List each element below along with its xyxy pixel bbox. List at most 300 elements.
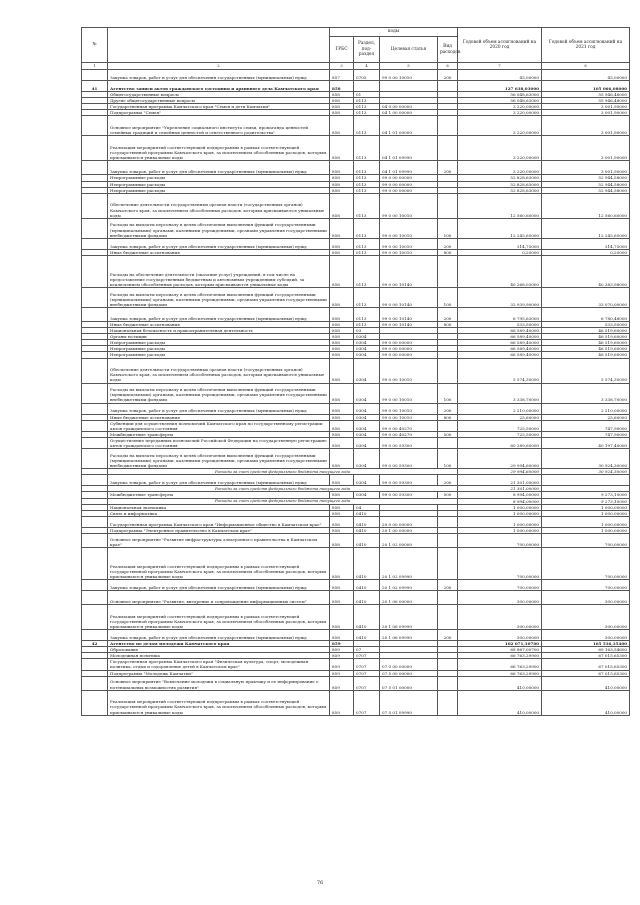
amount-2020: 3 338,70000 xyxy=(458,383,542,403)
amount-2020: 3 220,00000 xyxy=(458,104,542,110)
amount-2021: 165 536,35400 xyxy=(542,640,630,646)
expense-type-code xyxy=(438,516,458,527)
amount-2020: 127 638,03000 xyxy=(458,81,542,92)
table-row xyxy=(82,70,630,81)
grbs-code: 858 xyxy=(330,136,354,161)
header-target-article: Целевая статья xyxy=(380,37,438,63)
target-article-code: 99 0 00 10140 xyxy=(380,321,438,327)
section-code: 0113 xyxy=(354,255,380,287)
section-code: 0304 xyxy=(354,437,380,448)
budget-table-sheet xyxy=(81,27,629,716)
expense-type-code xyxy=(438,676,458,690)
expense-type-code xyxy=(438,255,458,287)
expense-name: Реализация мероприятий соответствующей подпрограммы в рамках соответствующей государственной программы Камчатского края, за исключением обособленных расходов, которым присваиваются уникальные коды xyxy=(108,690,330,715)
section-code: 0113 xyxy=(354,249,380,255)
target-article-code: 99 0 00 10010 xyxy=(380,193,438,218)
expense-type-code xyxy=(438,437,458,448)
target-article-code: 99 0 00 59300 xyxy=(380,449,438,469)
grbs-code: 859 xyxy=(330,670,354,676)
row-number xyxy=(82,437,108,448)
section-code: 0113 xyxy=(354,307,380,321)
amount-2021: 1 000,00000 xyxy=(542,510,630,516)
target-article-code: 99 0 00 10140 xyxy=(380,255,438,287)
note-amount-2021: 9 273,10000 xyxy=(542,498,630,504)
amount-2021: 1 000,00000 xyxy=(542,527,630,533)
amount-2021: 3 001,90000 xyxy=(542,136,630,161)
expense-name: Общегосударственные вопросы xyxy=(108,92,330,98)
row-number xyxy=(82,255,108,287)
table-row xyxy=(82,475,630,486)
target-article-code: 99 0 00 10010 xyxy=(380,414,438,420)
target-article-code: 99 0 00 10010 xyxy=(380,218,438,238)
grbs-code: 858 xyxy=(330,175,354,181)
expense-name: Государственная программа Камчатского края "Семья и дети Камчатки" xyxy=(108,104,330,110)
row-number xyxy=(82,136,108,161)
target-article-code: 20 1 06 00000 xyxy=(380,590,438,604)
expense-name: Связь и информатика xyxy=(108,510,330,516)
section-code: 0707 xyxy=(354,659,380,670)
amount-2020: 700,00000 xyxy=(458,533,542,547)
note-text: Расходы за счет средств федерального бюджета текущего года xyxy=(108,498,458,504)
amount-2020: 12 560,60000 xyxy=(458,193,542,218)
target-article-code: 99 0 00 59300 xyxy=(380,492,438,498)
target-article-code: 99 0 00 00000 xyxy=(380,346,438,352)
expense-type-code: 800 xyxy=(438,249,458,255)
section-code: 0304 xyxy=(354,352,380,358)
amount-2020: 66 589,40000 xyxy=(458,334,542,340)
expense-type-code xyxy=(438,193,458,218)
grbs-code: 858 xyxy=(330,187,354,193)
expense-name: Агентство записи актов гражданского состояния и архивного дела Камчатского края xyxy=(108,81,330,92)
expense-name: Государственная программа Камчатского края "Физическая культура, спорт, молодежная политика, отдых и оздоровление детей в Камчатском крае" xyxy=(108,659,330,670)
amount-2021: 55 946,48000 xyxy=(542,92,630,98)
grbs-code: 858 xyxy=(330,249,354,255)
expense-name: Органы юстиции xyxy=(108,334,330,340)
table-row xyxy=(82,136,630,161)
section-code: 0304 xyxy=(354,383,380,403)
amount-2021: 69 163,54600 xyxy=(542,647,630,653)
column-index: 8 xyxy=(542,63,630,70)
grbs-code: 858 xyxy=(330,181,354,187)
section-code: 0410 xyxy=(354,590,380,604)
section-code: 0304 xyxy=(354,420,380,431)
amount-2020: 52 828,63000 xyxy=(458,187,542,193)
target-article-code: 20 1 06 09990 xyxy=(380,629,438,640)
amount-2020: 2 210,00000 xyxy=(458,403,542,414)
section-code: 0113 xyxy=(354,193,380,218)
section-code: 0410 xyxy=(354,579,380,590)
amount-2020: 300,00000 xyxy=(458,629,542,640)
amount-2021: 410,00000 xyxy=(542,676,630,690)
target-article-code: 07 5 01 09990 xyxy=(380,690,438,715)
grbs-code: 858 xyxy=(330,92,354,98)
section-code: 0410 xyxy=(354,510,380,516)
amount-2021: 105 066,08000 xyxy=(542,81,630,92)
column-index: 7 xyxy=(458,63,542,70)
amount-2021: 52 944,58000 xyxy=(542,181,630,187)
section-code: 0410 xyxy=(354,604,380,629)
table-row xyxy=(82,81,630,92)
section-code: 0113 xyxy=(354,321,380,327)
column-index-row xyxy=(82,63,630,70)
row-number xyxy=(82,238,108,249)
table-row xyxy=(82,307,630,321)
table-row xyxy=(82,590,630,604)
grbs-code: 858 xyxy=(330,334,354,340)
expense-name: Закупка товаров, работ и услуг для обеспечения государственных (муниципальных) нужд xyxy=(108,579,330,590)
expense-name: Реализация мероприятий соответствующей подпрограммы в рамках соответствующей государственной программы Камчатского края, за исключением обособленных расходов, которым присваиваются уникальные коды xyxy=(108,547,330,579)
amount-2021: 5 574,30000 xyxy=(542,358,630,383)
expense-name: Основное мероприятие "Укрепление социального института семьи, пропаганда ценностей семейных традиций и семейных ценностей и ответственного родительства" xyxy=(108,116,330,136)
amount-2020: 25,60000 xyxy=(458,414,542,420)
amount-2021: 747,90000 xyxy=(542,420,630,431)
grbs-code: 858 xyxy=(330,527,354,533)
expense-name: Межбюджетные трансферты xyxy=(108,431,330,437)
expense-type-code: 500 xyxy=(438,431,458,437)
table-row xyxy=(82,193,630,218)
grbs-code: 858 xyxy=(330,193,354,218)
expense-name: Образование xyxy=(108,647,330,653)
amount-2021: 6 780,48000 xyxy=(542,307,630,321)
amount-2020: 52 828,63000 xyxy=(458,175,542,181)
grbs-code: 858 xyxy=(330,287,354,307)
amount-2020: 6 795,63000 xyxy=(458,307,542,321)
amount-2021: 12 560,60000 xyxy=(542,193,630,218)
amount-2020: 3 220,00000 xyxy=(458,136,542,161)
amount-2020: 32 939,90000 xyxy=(458,287,542,307)
grbs-code: 858 xyxy=(330,104,354,110)
section-code: 0707 xyxy=(354,690,380,715)
grbs-code: 858 xyxy=(330,81,354,92)
expense-name: Основное мероприятие "Развитие, внедрение и сопровождение информационных систем" xyxy=(108,590,330,604)
expense-name: Субвенции для осуществления полномочий Камчатского края по государственному регистрации актов гражданского состояния xyxy=(108,420,330,431)
column-index: 2 xyxy=(108,63,330,70)
expense-type-code: 200 xyxy=(438,161,458,175)
expense-name: Непрограммные расходы xyxy=(108,187,330,193)
section-code: 0410 xyxy=(354,629,380,640)
expense-type-code: 200 xyxy=(438,579,458,590)
row-number xyxy=(82,449,108,469)
target-article-code: 99 0 00 10140 xyxy=(380,307,438,321)
target-article-code: 07 5 01 00000 xyxy=(380,676,438,690)
expense-name: Подпрограмма "Электронное правительство в Камчатском крае" xyxy=(108,527,330,533)
expense-name: Другие общегосударственные вопросы xyxy=(108,98,330,104)
grbs-code: 858 xyxy=(330,579,354,590)
column-index: 3 xyxy=(330,63,354,70)
budget-table xyxy=(81,27,630,716)
expense-name: Подпрограмма "Семья" xyxy=(108,110,330,116)
row-number xyxy=(82,287,108,307)
target-article-code: 04 1 01 00000 xyxy=(380,116,438,136)
row-number xyxy=(82,116,108,136)
section-code: 0304 xyxy=(354,358,380,383)
amount-2021: 0,20000 xyxy=(542,249,630,255)
target-article-code: 20 0 00 00000 xyxy=(380,516,438,527)
expense-type-code: 100 xyxy=(438,383,458,403)
table-row xyxy=(82,579,630,590)
grbs-code: 858 xyxy=(330,161,354,175)
expense-type-code xyxy=(438,659,458,670)
expense-type-code xyxy=(438,533,458,547)
note-amount-2021: 30 924,30000 xyxy=(542,469,630,475)
expense-name: Подпрограмма "Молодежь Камчатки" xyxy=(108,670,330,676)
amount-2021: 46 519,60000 xyxy=(542,352,630,358)
row-number xyxy=(82,604,108,629)
expense-name: Непрограммные расходы xyxy=(108,352,330,358)
section-code: 0304 xyxy=(354,475,380,486)
amount-2021: 300,00000 xyxy=(542,629,630,640)
section-code: 0304 xyxy=(354,449,380,469)
amount-2021: 67 015,65300 xyxy=(542,659,630,670)
section-code: 0304 xyxy=(354,346,380,352)
section-code: 0707 xyxy=(354,670,380,676)
amount-2021: 55 946,48000 xyxy=(542,98,630,104)
amount-2020: 66 589,40000 xyxy=(458,327,542,333)
grbs-code: 858 xyxy=(330,116,354,136)
table-row xyxy=(82,629,630,640)
section-code: 0707 xyxy=(354,676,380,690)
expense-name: Непрограммные расходы xyxy=(108,175,330,181)
row-number xyxy=(82,475,108,486)
amount-2020: 0,20000 xyxy=(458,249,542,255)
table-row xyxy=(82,420,630,431)
target-article-code: 99 0 00 59300 xyxy=(380,437,438,448)
target-article-code: 99 0 00 10010 xyxy=(380,383,438,403)
section-code: 0707 xyxy=(354,653,380,659)
expense-type-code xyxy=(438,547,458,579)
section-code: 0410 xyxy=(354,547,380,579)
expense-name: Закупка товаров, работ и услуг для обеспечения государственных (муниципальных) нужд xyxy=(108,629,330,640)
note-text: Расходы за счет средств федерального бюджета текущего года xyxy=(108,486,458,492)
table-row xyxy=(82,238,630,249)
amount-2020: 66 763,29900 xyxy=(458,670,542,676)
row-number xyxy=(82,161,108,175)
grbs-code: 859 xyxy=(330,653,354,659)
target-article-code: 04 1 00 00000 xyxy=(380,110,438,116)
amount-2021 xyxy=(542,475,630,486)
grbs-code: 859 xyxy=(330,690,354,715)
table-row xyxy=(82,449,630,469)
amount-2021: 2 210,00000 xyxy=(542,403,630,414)
header-grbs: ГРБС xyxy=(330,37,354,63)
section-code: 0410 xyxy=(354,516,380,527)
header-expense-type: Вид расходов xyxy=(438,37,458,63)
amount-2020: 60 289,60000 xyxy=(458,437,542,448)
table-row xyxy=(82,659,630,670)
amount-2020: 3 220,00000 xyxy=(458,110,542,116)
target-article-code: 99 0 00 40270 xyxy=(380,431,438,437)
section-code: 0410 xyxy=(354,527,380,533)
target-article-code: 99 0 00 10010 xyxy=(380,70,438,81)
amount-2020: 3 220,00000 xyxy=(458,161,542,175)
expense-type-code: 100 xyxy=(438,287,458,307)
expense-type-code: 100 xyxy=(438,449,458,469)
amount-2020: 66 589,40000 xyxy=(458,352,542,358)
page-number: 76 xyxy=(316,880,324,886)
section-code: 04 xyxy=(354,504,380,510)
section-code: 0304 xyxy=(354,340,380,346)
section-code: 0113 xyxy=(354,187,380,193)
target-article-code: 07 0 00 00000 xyxy=(380,659,438,670)
grbs-code: 858 xyxy=(330,218,354,238)
grbs-code: 858 xyxy=(330,475,354,486)
amount-2020: 410,00000 xyxy=(458,676,542,690)
expense-type-code: 200 xyxy=(438,307,458,321)
target-article-code: 99 0 00 10010 xyxy=(380,238,438,249)
amount-2020: 102 071,10700 xyxy=(458,640,542,646)
table-row xyxy=(82,516,630,527)
target-article-code: 20 1 02 09990 xyxy=(380,547,438,579)
amount-2021: 25,60000 xyxy=(542,414,630,420)
section-code: 0113 xyxy=(354,136,380,161)
grbs-code: 858 xyxy=(330,403,354,414)
expense-name: Межбюджетные трансферты xyxy=(108,492,330,498)
expense-name: Расходы на выплаты персоналу в целях обеспечения выполнения функций государственными (муниципальными) органами, казенными учреждениями, органами управления государственными внебюджетными фондами xyxy=(108,383,330,403)
amount-2021: 1 000,00000 xyxy=(542,516,630,527)
expense-type-code xyxy=(438,690,458,715)
expense-name: Молодежная политика xyxy=(108,653,330,659)
target-article-code: 99 0 00 10010 xyxy=(380,249,438,255)
row-number xyxy=(82,533,108,547)
expense-name: Непрограммные расходы xyxy=(108,340,330,346)
expense-type-code: 200 xyxy=(438,70,458,81)
amount-2020: 1 000,00000 xyxy=(458,510,542,516)
target-article-code: 99 0 00 40270 xyxy=(380,420,438,431)
target-article-code xyxy=(380,81,438,92)
grbs-code: 858 xyxy=(330,346,354,352)
amount-2020: 700,00000 xyxy=(458,547,542,579)
row-number xyxy=(82,383,108,403)
section-code: 0304 xyxy=(354,403,380,414)
row-number xyxy=(82,403,108,414)
expense-name: Закупка товаров, работ и услуг для обеспечения государственных (муниципальных) нужд xyxy=(108,70,330,81)
header-number: № xyxy=(82,28,108,63)
table-row xyxy=(82,533,630,547)
section-code: 0113 xyxy=(354,181,380,187)
grbs-code: 858 xyxy=(330,604,354,629)
amount-2021: 52 944,58000 xyxy=(542,175,630,181)
target-article-code: 20 1 00 00000 xyxy=(380,527,438,533)
grbs-code: 858 xyxy=(330,327,354,333)
expense-type-code: 200 xyxy=(438,629,458,640)
grbs-code: 858 xyxy=(330,238,354,249)
amount-2020: 3 220,00000 xyxy=(458,116,542,136)
section-code: 0113 xyxy=(354,98,380,104)
section-code: 01 xyxy=(354,92,380,98)
section-code: 0113 xyxy=(354,175,380,181)
amount-2020: 314,75000 xyxy=(458,238,542,249)
note-amount-2020: 21 301,00000 xyxy=(458,486,542,492)
header-name xyxy=(108,28,330,63)
target-article-code: 04 1 01 09990 xyxy=(380,136,438,161)
amount-2020: 52 828,63000 xyxy=(458,181,542,187)
target-article-code: 20 1 06 09990 xyxy=(380,604,438,629)
amount-2021: 700,00000 xyxy=(542,533,630,547)
table-header xyxy=(82,28,630,70)
target-article-code: 99 0 00 00000 xyxy=(380,181,438,187)
expense-name: Закупка товаров, работ и услуг для обеспечения государственных (муниципальных) нужд xyxy=(108,161,330,175)
header-year-2021: Годовой объем ассигнований на 2021 год xyxy=(542,28,630,63)
amount-2021: 46 519,60000 xyxy=(542,327,630,333)
amount-2020: 300,00000 xyxy=(458,604,542,629)
target-article-code: 07 5 00 00000 xyxy=(380,670,438,676)
header-section: Раздел, под-раздел xyxy=(354,37,380,63)
expense-type-code xyxy=(438,81,458,92)
expense-name: Государственная программа Камчатского края "Информационное общество в Камчатском крае" xyxy=(108,516,330,527)
amount-2020: 66 763,29900 xyxy=(458,659,542,670)
table-row xyxy=(82,116,630,136)
amount-2021: 33 070,00000 xyxy=(542,287,630,307)
amount-2021: 46 519,60000 xyxy=(542,340,630,346)
amount-2021: 30 924,30000 xyxy=(542,449,630,469)
section-code: 0304 xyxy=(354,414,380,420)
expense-name: Непрограммные расходы xyxy=(108,181,330,187)
amount-2021: 67 015,65300 xyxy=(542,653,630,659)
expense-type-code: 500 xyxy=(438,492,458,498)
amount-2020: 66 589,40000 xyxy=(458,340,542,346)
expense-type-code xyxy=(438,358,458,383)
amount-2021: 45,00000 xyxy=(542,70,630,81)
grbs-code: 859 xyxy=(330,676,354,690)
row-number: 41 xyxy=(82,81,108,92)
expense-type-code: 200 xyxy=(438,403,458,414)
grbs-code: 858 xyxy=(330,352,354,358)
table-row xyxy=(82,437,630,448)
expense-name: Иные бюджетные ассигнования xyxy=(108,249,330,255)
section-code: 0304 xyxy=(354,334,380,340)
amount-2021: 3 001,90000 xyxy=(542,110,630,116)
row-number xyxy=(82,590,108,604)
row-number xyxy=(82,579,108,590)
amount-2021: 300,00000 xyxy=(542,590,630,604)
amount-2020: 1 000,00000 xyxy=(458,527,542,533)
amount-2020: 725,50000 xyxy=(458,420,542,431)
expense-name: Обеспечение деятельности государственных органов власти (государственных органов) Камчатского края, за исключением обособленных расходов, которым присваиваются уникальные коды xyxy=(108,358,330,383)
amount-2021: 12 245,65000 xyxy=(542,218,630,238)
expense-type-code xyxy=(438,590,458,604)
section-code: 0113 xyxy=(354,238,380,249)
expense-name: Расходы на выплаты персоналу в целях обеспечения выполнения функций государственными (муниципальными) органами, казенными учреждениями, органами управления государственными внебюджетными фондами xyxy=(108,218,330,238)
target-article-code: 99 0 00 10140 xyxy=(380,287,438,307)
section-code: 0113 xyxy=(354,218,380,238)
grbs-code: 858 xyxy=(330,420,354,431)
amount-2020: 56 048,63000 xyxy=(458,92,542,98)
expense-name: Закупка товаров, работ и услуг для обеспечения государственных (муниципальных) нужд xyxy=(108,403,330,414)
grbs-code: 859 xyxy=(330,647,354,653)
row-number: 42 xyxy=(82,640,108,646)
grbs-code: 858 xyxy=(330,431,354,437)
row-number xyxy=(82,547,108,579)
target-article-code: 99 0 00 10010 xyxy=(380,358,438,383)
section-code: 0113 xyxy=(354,287,380,307)
grbs-code: 857 xyxy=(330,70,354,81)
amount-2021: 52 944,58000 xyxy=(542,187,630,193)
table-row xyxy=(82,383,630,403)
header-codes-group: коды xyxy=(330,28,458,37)
amount-2021: 747,90000 xyxy=(542,431,630,437)
row-number xyxy=(82,629,108,640)
section-code: 0304 xyxy=(354,492,380,498)
expense-name: Осуществление переданных полномочий Российской Федерации на государственную регистрацию актов гражданского состояния xyxy=(108,437,330,448)
row-number xyxy=(82,307,108,321)
table-row xyxy=(82,358,630,383)
amount-2021: 3 338,70000 xyxy=(542,383,630,403)
amount-2020: 5 574,30000 xyxy=(458,358,542,383)
amount-2020: 40 268,03000 xyxy=(458,255,542,287)
column-index: 1 xyxy=(82,63,108,70)
table-row xyxy=(82,604,630,629)
amount-2020: 410,00000 xyxy=(458,690,542,715)
